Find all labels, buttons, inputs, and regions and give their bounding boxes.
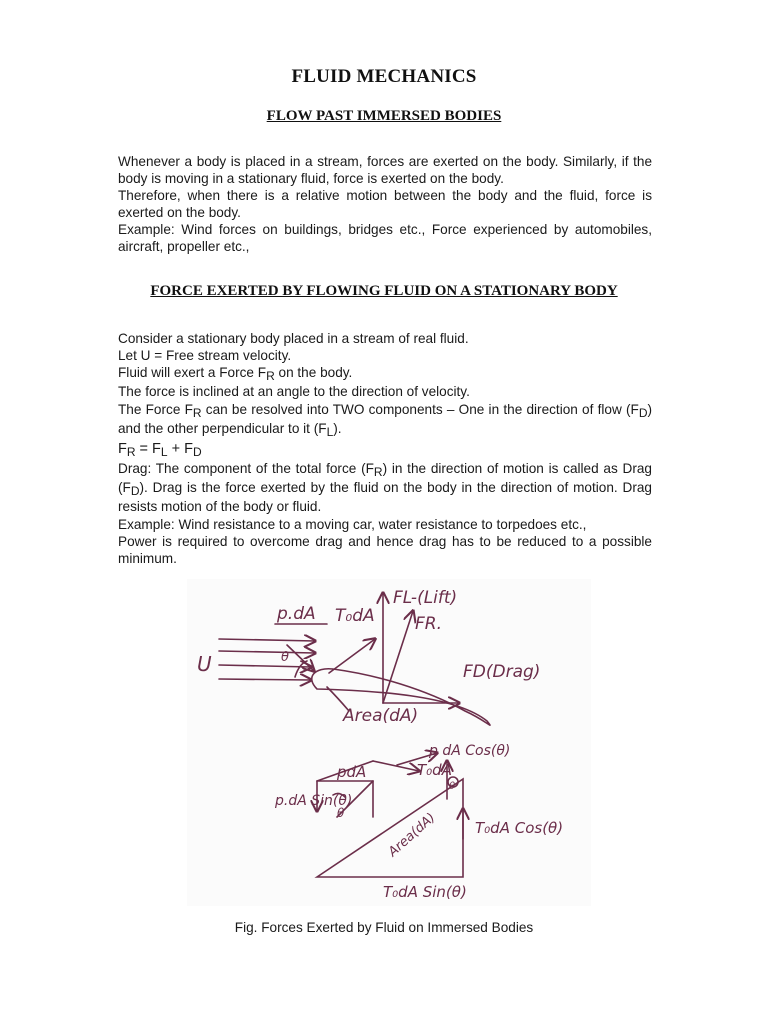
subscript: R <box>192 406 202 420</box>
shear-arrow <box>329 639 375 673</box>
power-line: Power is required to overcome drag and hence drag has to be reduced to a possible minimum. <box>118 534 652 566</box>
body-line-5 <box>118 400 652 438</box>
text-run: on the body. <box>274 365 353 380</box>
section-heading: FORCE EXERTED BY FLOWING FLUID ON A STATIONARY BODY <box>150 283 618 299</box>
text-run: ). <box>333 421 342 436</box>
intro-line-2: Therefore, when there is a relative motion between the body and the fluid, force is exerted on the body. <box>118 188 652 220</box>
label-to-da: T₀dA <box>335 606 375 626</box>
intro-line-3: Example: Wind forces on buildings, bridges etc., Force experienced by automobiles, aircraft, propeller etc., <box>118 222 652 254</box>
text-run: can be resolved into TWO components – One in the direction of flow (F <box>201 402 639 417</box>
subscript: L <box>326 425 334 439</box>
force-diagram-figure <box>187 579 591 906</box>
flow-arrow <box>219 665 311 667</box>
label-p-da-cos: p dA Cos(θ) <box>429 743 511 759</box>
label-to-da-cos: T₀dA Cos(θ) <box>475 819 564 837</box>
body-line-2: Let U = Free stream velocity. <box>118 348 292 363</box>
text-run: + F <box>167 441 193 457</box>
intro-line-1: Whenever a body is placed in a stream, forces are exerted on the body. Similarly, if the body is moving in a stationary fluid, force is exerted on the body. <box>118 154 652 186</box>
flow-arrow <box>219 639 315 641</box>
label-lift: FL-(Lift) <box>393 588 458 608</box>
figure-caption: Fig. Forces Exerted by Fluid on Immersed Bodies <box>234 920 534 935</box>
force-equation <box>118 439 652 459</box>
label-area-2: Area(dA) <box>385 810 439 860</box>
label-area: Area(dA) <box>343 706 419 726</box>
text-run: ) and the other perpendicular to it (F <box>118 402 653 436</box>
label-to-da-sin: T₀dA Sin(θ) <box>383 883 467 901</box>
body-line-4: The force is inclined at an angle to the direction of velocity. <box>118 384 470 399</box>
text-run: F <box>118 441 127 457</box>
text-run: ) in the direction of motion is called as Drag (F <box>118 461 652 495</box>
text-run: = F <box>135 441 161 457</box>
drag-definition <box>118 459 652 516</box>
resultant-arrow <box>383 611 413 703</box>
label-theta: θ <box>281 650 289 665</box>
subscript: R <box>126 445 136 459</box>
page-subtitle: FLOW PAST IMMERSED BODIES <box>266 108 502 124</box>
text-run: Drag: The component of the total force (F <box>118 461 374 476</box>
body-text <box>118 330 652 567</box>
subscript: R <box>266 369 275 383</box>
label-drag: FD(Drag) <box>463 662 541 682</box>
label-theta-3: θ <box>449 781 456 792</box>
subscript: D <box>130 484 140 498</box>
body-line-3 <box>118 364 652 381</box>
text-run: ). Drag is the force exerted by the fluid on the body in the direction of motion. Drag resists motion of the body or fluid. <box>118 480 652 514</box>
flow-arrow <box>219 679 311 680</box>
shear-vector <box>373 761 419 771</box>
flow-arrow <box>219 651 315 653</box>
example-line: Example: Wind resistance to a moving car, water resistance to torpedoes etc., <box>118 517 587 532</box>
body-line-1: Consider a stationary body placed in a stream of real fluid. <box>118 331 469 346</box>
subscript: D <box>193 445 202 459</box>
subscript: L <box>160 445 168 459</box>
label-u: U <box>197 652 212 676</box>
label-to-da-2: T₀dA <box>417 761 452 779</box>
label-fr: FR. <box>415 614 442 634</box>
force-diagram <box>187 579 591 906</box>
subscript: R <box>373 465 383 479</box>
text-run: Fluid will exert a Force F <box>118 365 267 380</box>
page-title: FLUID MECHANICS <box>291 66 477 87</box>
intro-paragraph <box>118 153 652 255</box>
label-p-da: p.dA <box>277 604 316 624</box>
label-theta-2: θ <box>337 806 345 820</box>
text-run: The Force F <box>118 402 193 417</box>
label-pda: pdA <box>337 763 367 781</box>
label-p-da-sin: p.dA Sin(θ) <box>275 793 353 809</box>
subscript: D <box>638 406 648 420</box>
